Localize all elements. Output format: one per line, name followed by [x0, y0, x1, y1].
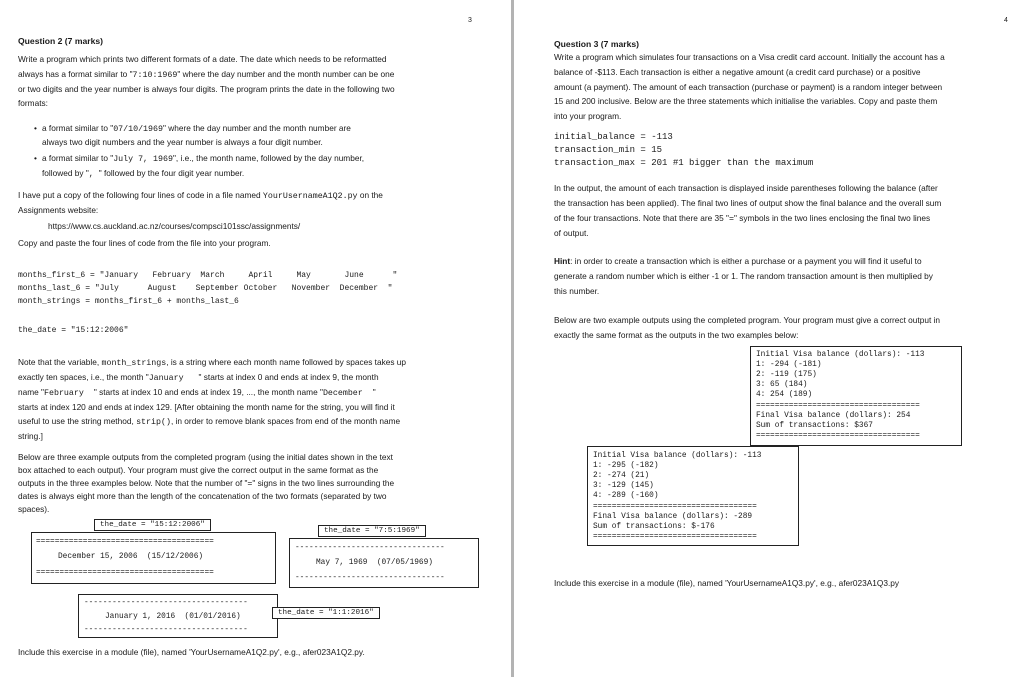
- example-output-2: [587, 446, 799, 546]
- footer-note: Include this exercise in a module (file), named 'YourUsernameA1Q2.py', e.g., afer023A1Q2.py.: [18, 647, 365, 657]
- output-rule: --------------------------------: [295, 574, 445, 582]
- bullet-2: • a format similar to "July 7, 1969", i.e., the month name, followed by the day number,: [34, 153, 365, 164]
- intro-line-4: formats:: [18, 98, 48, 108]
- page-number: 4: [1004, 17, 1008, 24]
- output-line: 3: 65 (184): [756, 381, 808, 389]
- bullet-1: • a format similar to "07/10/1969" where the day number and the month number are: [34, 123, 351, 134]
- example-3-date-label: the_date = "1:1:2016": [272, 607, 380, 619]
- p3-line-1: Below are two example outputs using the completed program. Your program must give a correct output in: [554, 315, 941, 325]
- output-line: Initial Visa balance (dollars): -113: [593, 452, 762, 460]
- example-output-1: [31, 532, 276, 584]
- note-line-3: name "February " starts at index 10 and ends at index 19, ..., the month name "December ": [18, 387, 376, 398]
- code-transaction-min: transaction_min = 15: [554, 145, 663, 155]
- output-rule: -----------------------------------: [84, 599, 248, 607]
- hint-line-3: this number.: [554, 286, 600, 296]
- output-line: 2: -274 (21): [593, 472, 650, 480]
- p1-line-5: into your program.: [554, 111, 622, 121]
- example-output-3: [78, 594, 278, 638]
- output-rule: ===================================: [756, 402, 920, 410]
- output-line: Final Visa balance (dollars): -289: [593, 513, 753, 521]
- output-rule: ======================================: [36, 538, 214, 546]
- output-line: Sum of transactions: $-176: [593, 523, 715, 531]
- intro-line-1: Write a program which prints two different formats of a date. The date which needs to be reformatted: [18, 54, 387, 64]
- output-rule: -----------------------------------: [84, 626, 248, 634]
- output-rule: ===================================: [593, 503, 757, 511]
- bullet-1-line-2: always two digit numbers and the year number is always a four digit number.: [42, 137, 323, 147]
- example-output-1: [750, 346, 962, 446]
- code-line-1: months_first_6 = "January February March April May June ": [18, 271, 398, 280]
- code-date: the_date = "15:12:2006": [18, 326, 129, 335]
- intro-line-3: or two digits and the year number is always four digits. The program prints the date in the following two: [18, 84, 395, 94]
- hint-line-1: Hint: in order to create a transaction which is either a purchase or a payment you will find it useful to: [554, 256, 922, 266]
- p2-line-4: of output.: [554, 228, 589, 238]
- output-line: 4: 254 (189): [756, 391, 813, 399]
- note-line-4: starts at index 120 and ends at index 129. [After obtaining the month name for the string, you will find it: [18, 402, 395, 412]
- p1-line-3: amount (a payment). The amount of each transaction (purchase or payment) is a random integer between: [554, 82, 943, 92]
- below-line-4: dates is always eight more than the length of the concatenation of the two formats (separated by two: [18, 491, 387, 501]
- hint-line-2: generate a random number which is either -1 or 1. The random transaction amount is then multiplied by: [554, 271, 933, 281]
- intro-line-2: always has a format similar to "7:10:1969" where the day number and the month number can be one: [18, 69, 395, 80]
- copy-line-2: Assignments website:: [18, 205, 99, 215]
- example-output-2: [289, 538, 479, 588]
- below-line-2: box attached to each output). Your program must give the correct output in the same format as the: [18, 465, 379, 475]
- copy-line-3: Copy and paste the four lines of code from the file into your program.: [18, 238, 271, 248]
- output-line: 1: -295 (-182): [593, 462, 659, 470]
- p2-line-3: of the four transactions. Note that there are 35 "=" symbols in the two lines enclosing the final two lines: [554, 213, 931, 224]
- copy-line-1: I have put a copy of the following four lines of code in a file named YourUsernameA1Q2.py on the: [18, 190, 383, 201]
- below-line-3: outputs in the three examples below. Note that the number of "=" signs in the two lines surrounding the: [18, 478, 395, 489]
- note-line-1: Note that the variable, month_strings, is a string where each month name followed by spaces takes up: [18, 357, 407, 368]
- code-transaction-max: transaction_max = 201 #1 bigger than the maximum: [554, 158, 814, 168]
- output-rule: ======================================: [36, 569, 214, 577]
- assignments-url[interactable]: https://www.cs.auckland.ac.nz/courses/compsci101ssc/assignments/: [48, 221, 301, 231]
- p3-line-2: exactly the same format as the outputs in the two examples below:: [554, 330, 799, 340]
- question-2-heading: Question 2 (7 marks): [18, 36, 104, 46]
- output-line: Initial Visa balance (dollars): -113: [756, 351, 925, 359]
- note-line-5: useful to use the string method, strip(), in order to remove blank spaces from end of the month name: [18, 416, 401, 427]
- output-rule: --------------------------------: [295, 544, 445, 552]
- example-2-date-label: the_date = "7:5:1969": [318, 525, 426, 537]
- p1-line-1: Write a program which simulates four transactions on a Visa credit card account. Initially the account has a: [554, 52, 945, 62]
- note-line-2: exactly ten spaces, i.e., the month "January " starts at index 0 and ends at index 9, the month: [18, 372, 379, 383]
- page-3: [0, 0, 511, 677]
- page-number: 3: [468, 17, 472, 24]
- output-rule: ===================================: [756, 432, 920, 440]
- p1-line-2: balance of -$113. Each transaction is either a negative amount (a credit card purchase) or a positive: [554, 67, 921, 77]
- bullet-2-line-2: followed by ", " followed by the four digit year number.: [42, 168, 245, 179]
- p2-line-2: the transaction has been applied). The final two lines of output show the final balance and the overall sum: [554, 198, 942, 208]
- code-line-3: month_strings = months_first_6 + months_last_6: [18, 297, 239, 306]
- output-line: Final Visa balance (dollars): 254: [756, 412, 911, 420]
- p2-line-1: In the output, the amount of each transaction is displayed inside parentheses following the balance (after: [554, 183, 938, 193]
- output-line: 1: -294 (-181): [756, 361, 822, 369]
- output-line: Sum of transactions: $367: [756, 422, 873, 430]
- output-date-line: May 7, 1969 (07/05/1969): [316, 559, 433, 567]
- output-line: 4: -289 (-160): [593, 492, 659, 500]
- p1-line-4: 15 and 200 inclusive. Below are the three statements which initialise the variables. Copy and paste them: [554, 96, 938, 106]
- footer-note: Include this exercise in a module (file), named 'YourUsernameA1Q3.py', e.g., afer023A1Q3.py: [554, 578, 900, 588]
- output-line: 3: -129 (145): [593, 482, 654, 490]
- output-rule: ===================================: [593, 533, 757, 541]
- code-line-2: months_last_6 = "July August September October November December ": [18, 284, 393, 293]
- output-date-line: December 15, 2006 (15/12/2006): [58, 553, 204, 561]
- example-1-date-label: the_date = "15:12:2006": [94, 519, 211, 531]
- output-line: 2: -119 (175): [756, 371, 817, 379]
- below-line-1: Below are three example outputs from the completed program (using the initial dates shown in the text: [18, 452, 393, 462]
- note-line-6: string.]: [18, 431, 43, 441]
- output-date-line: January 1, 2016 (01/01/2016): [105, 613, 241, 621]
- question-3-heading: Question 3 (7 marks): [554, 39, 640, 49]
- code-initial-balance: initial_balance = -113: [554, 132, 673, 142]
- page-4: [514, 0, 1024, 677]
- below-line-5: spaces).: [18, 504, 50, 514]
